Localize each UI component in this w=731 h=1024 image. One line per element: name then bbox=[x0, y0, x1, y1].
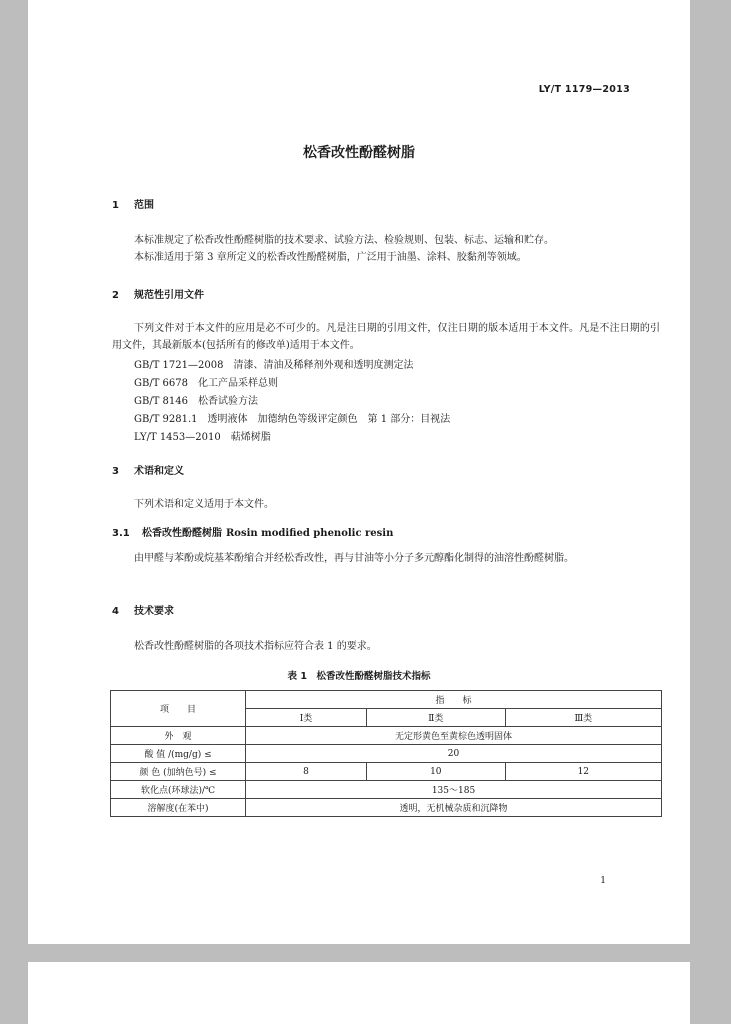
table-row bbox=[111, 727, 662, 745]
page-number: 1 bbox=[600, 876, 606, 886]
class-3: Ⅲ类 bbox=[505, 709, 661, 727]
document-title: 松香改性酚醛树脂 bbox=[303, 145, 415, 161]
header-index: 指 标 bbox=[246, 691, 662, 709]
table-row bbox=[111, 799, 662, 817]
standard-code: LY/T 1179—2013 bbox=[538, 84, 630, 95]
term-zh: 松香改性酚醛树脂 bbox=[142, 528, 222, 539]
row-value: 8 bbox=[246, 763, 367, 781]
row-value: 透明，无机械杂质和沉降物 bbox=[246, 799, 662, 817]
section-3-1-heading bbox=[112, 524, 393, 539]
row-value: 135～185 bbox=[246, 781, 662, 799]
section-number: 3 bbox=[112, 466, 119, 477]
section-1-paragraph-1: 本标准规定了松香改性酚醛树脂的技术要求、试验方法、检验规则、包装、标志、运输和贮存。 bbox=[134, 235, 554, 246]
section-title: 术语和定义 bbox=[134, 466, 184, 477]
table-row bbox=[111, 781, 662, 799]
table-header-row bbox=[111, 691, 662, 709]
next-page bbox=[28, 962, 690, 1024]
section-title: 技术要求 bbox=[134, 606, 174, 617]
section-2-paragraph-1: 下列文件对于本文件的应用是必不可少的。凡是注日期的引用文件，仅注日期的版本适用于本文件。凡是不注日期的引用文件，其最新版本(包括所有的修改单)适用于本文件。 bbox=[112, 323, 660, 351]
table-caption: 表 1 松香改性酚醛树脂技术指标 bbox=[287, 671, 431, 682]
row-item: 外 观 bbox=[111, 727, 246, 745]
section-2-heading bbox=[112, 286, 204, 301]
row-value: 12 bbox=[505, 763, 661, 781]
row-item: 颜 色 (加纳色号) ≤ bbox=[111, 763, 246, 781]
row-item: 酸 值 /(mg/g) ≤ bbox=[111, 745, 246, 763]
section-4-heading bbox=[112, 602, 174, 617]
term-en: Rosin modified phenolic resin bbox=[226, 528, 394, 539]
row-value: 10 bbox=[366, 763, 505, 781]
section-number: 3.1 bbox=[112, 528, 130, 539]
row-value: 无定形黄色至黄棕色透明固体 bbox=[246, 727, 662, 745]
section-title: 规范性引用文件 bbox=[134, 290, 204, 301]
section-3-1-paragraph: 由甲醛与苯酚或烷基苯酚缩合并经松香改性，再与甘油等小分子多元醇酯化制得的油溶性酚醛树脂。 bbox=[134, 553, 574, 564]
row-value: 20 bbox=[246, 745, 662, 763]
header-item: 项 目 bbox=[111, 691, 246, 727]
document-page bbox=[28, 0, 690, 944]
class-1: Ⅰ类 bbox=[246, 709, 367, 727]
row-item: 软化点(环球法)/℃ bbox=[111, 781, 246, 799]
class-2: Ⅱ类 bbox=[366, 709, 505, 727]
reference-item: GB/T 8146 松香试验方法 bbox=[134, 396, 259, 407]
section-1-heading bbox=[112, 196, 154, 211]
reference-item: GB/T 1721—2008 清漆、清油及稀释剂外观和透明度测定法 bbox=[134, 360, 414, 371]
section-number: 1 bbox=[112, 200, 119, 211]
table-row bbox=[111, 745, 662, 763]
section-number: 2 bbox=[112, 290, 119, 301]
section-title: 范围 bbox=[134, 200, 154, 211]
table-row bbox=[111, 763, 662, 781]
section-1-paragraph-2: 本标准适用于第 3 章所定义的松香改性酚醛树脂，广泛用于油墨、涂料、胶黏剂等领域。 bbox=[134, 252, 527, 263]
spec-table bbox=[110, 690, 662, 817]
reference-item: GB/T 9281.1 透明液体 加德纳色等级评定颜色 第 1 部分：目视法 bbox=[134, 414, 451, 425]
section-3-heading bbox=[112, 462, 184, 477]
section-4-paragraph-1: 松香改性酚醛树脂的各项技术指标应符合表 1 的要求。 bbox=[134, 641, 377, 652]
section-3-paragraph-1: 下列术语和定义适用于本文件。 bbox=[134, 499, 274, 510]
row-item: 溶解度(在苯中) bbox=[111, 799, 246, 817]
section-number: 4 bbox=[112, 606, 119, 617]
reference-item: LY/T 1453—2010 萜烯树脂 bbox=[134, 432, 271, 443]
reference-item: GB/T 6678 化工产品采样总则 bbox=[134, 378, 279, 389]
